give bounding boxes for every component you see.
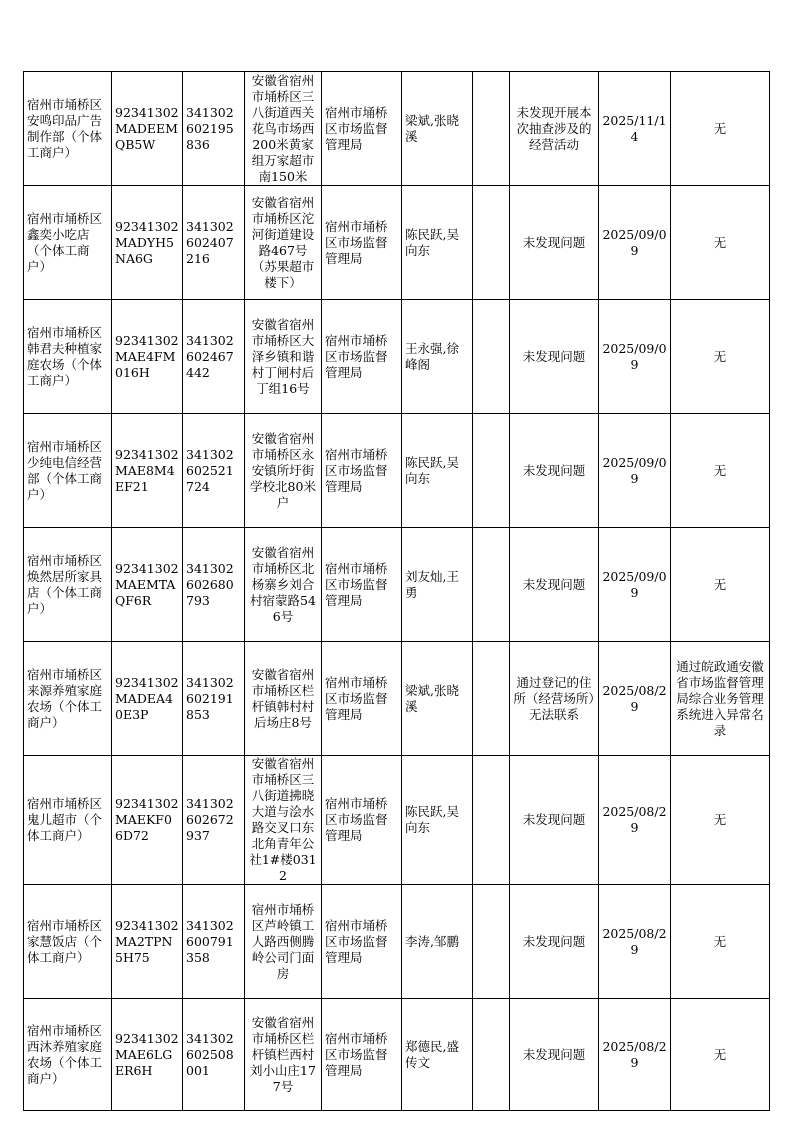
registration-number-cell: 341302600791358 xyxy=(183,885,245,999)
empty-cell xyxy=(473,885,510,999)
remark-cell: 无 xyxy=(671,756,770,885)
table-row xyxy=(24,885,770,999)
registration-number-cell: 341302602508001 xyxy=(183,999,245,1111)
table-row xyxy=(24,999,770,1111)
inspection-result-cell: 未发现问题 xyxy=(510,528,599,642)
inspectors-cell: 陈民跃,吴向东 xyxy=(402,756,473,885)
company-name-cell: 宿州市埇桥区西沐养殖家庭农场（个体工商户） xyxy=(24,999,112,1111)
registration-number-cell: 341302602195836 xyxy=(183,72,245,186)
credit-code-cell: 92341302MA2TPN5H75 xyxy=(112,885,183,999)
empty-cell xyxy=(473,642,510,756)
company-name-cell: 宿州市埇桥区安鸣印品广告制作部（个体工商户） xyxy=(24,72,112,186)
empty-cell xyxy=(473,528,510,642)
empty-cell xyxy=(473,72,510,186)
address-cell: 安徽省宿州市埇桥区三八街道拂晓大道与浍水路交叉口东北角青年公社1#楼0312 xyxy=(245,756,322,885)
address-cell: 宿州市埇桥区芦岭镇工人路西侧腾岭公司门面房 xyxy=(245,885,322,999)
inspection-results-table xyxy=(23,71,770,1111)
inspectors-cell: 梁斌,张晓溪 xyxy=(402,642,473,756)
authority-cell: 宿州市埇桥区市场监督管理局 xyxy=(322,72,402,186)
address-cell: 安徽省宿州市埇桥区沱河街道建设路467号（苏果超市楼下） xyxy=(245,186,322,300)
address-cell: 安徽省宿州市埇桥区栏杆镇栏西村刘小山庄177号 xyxy=(245,999,322,1111)
inspectors-cell: 王永强,徐峰阁 xyxy=(402,300,473,414)
inspection-date-cell: 2025/11/14 xyxy=(599,72,671,186)
authority-cell: 宿州市埇桥区市场监督管理局 xyxy=(322,528,402,642)
registration-number-cell: 341302602407216 xyxy=(183,186,245,300)
authority-cell: 宿州市埇桥区市场监督管理局 xyxy=(322,186,402,300)
table-row xyxy=(24,528,770,642)
inspectors-cell: 梁斌,张晓溪 xyxy=(402,72,473,186)
inspection-date-cell: 2025/08/29 xyxy=(599,756,671,885)
inspection-date-cell: 2025/09/09 xyxy=(599,414,671,528)
inspection-date-cell: 2025/08/29 xyxy=(599,999,671,1111)
table-row xyxy=(24,72,770,186)
table-row xyxy=(24,186,770,300)
credit-code-cell: 92341302MADEA40E3P xyxy=(112,642,183,756)
company-name-cell: 宿州市埇桥区家慧饭店（个体工商户） xyxy=(24,885,112,999)
table-body xyxy=(24,72,770,1111)
inspectors-cell: 郑德民,盛传文 xyxy=(402,999,473,1111)
remark-cell: 无 xyxy=(671,999,770,1111)
empty-cell xyxy=(473,414,510,528)
table-row xyxy=(24,756,770,885)
address-cell: 安徽省宿州市埇桥区三八街道西关花鸟市场西200米黄家组万家超市南150米 xyxy=(245,72,322,186)
registration-number-cell: 341302602521724 xyxy=(183,414,245,528)
authority-cell: 宿州市埇桥区市场监督管理局 xyxy=(322,300,402,414)
registration-number-cell: 341302602467442 xyxy=(183,300,245,414)
inspection-result-cell: 未发现问题 xyxy=(510,756,599,885)
inspection-date-cell: 2025/09/09 xyxy=(599,300,671,414)
inspection-date-cell: 2025/09/09 xyxy=(599,186,671,300)
registration-number-cell: 341302602672937 xyxy=(183,756,245,885)
company-name-cell: 宿州市埇桥区韩君夫种植家庭农场（个体工商户） xyxy=(24,300,112,414)
inspection-date-cell: 2025/08/29 xyxy=(599,642,671,756)
remark-cell: 无 xyxy=(671,528,770,642)
authority-cell: 宿州市埇桥区市场监督管理局 xyxy=(322,885,402,999)
remark-cell: 无 xyxy=(671,414,770,528)
remark-cell: 无 xyxy=(671,72,770,186)
empty-cell xyxy=(473,756,510,885)
company-name-cell: 宿州市埇桥区焕然居所家具店（个体工商户） xyxy=(24,528,112,642)
company-name-cell: 宿州市埇桥区少纯电信经营部（个体工商户） xyxy=(24,414,112,528)
remark-cell: 无 xyxy=(671,186,770,300)
company-name-cell: 宿州市埇桥区鑫奕小吃店（个体工商户） xyxy=(24,186,112,300)
address-cell: 安徽省宿州市埇桥区北杨寨乡刘合村宿蒙路546号 xyxy=(245,528,322,642)
inspectors-cell: 李涛,邹鹏 xyxy=(402,885,473,999)
authority-cell: 宿州市埇桥区市场监督管理局 xyxy=(322,756,402,885)
table-row xyxy=(24,642,770,756)
inspection-date-cell: 2025/09/09 xyxy=(599,528,671,642)
authority-cell: 宿州市埇桥区市场监督管理局 xyxy=(322,414,402,528)
inspection-result-cell: 未发现问题 xyxy=(510,414,599,528)
address-cell: 安徽省宿州市埇桥区永安镇所圩街学校北80米户 xyxy=(245,414,322,528)
inspection-result-cell: 未发现问题 xyxy=(510,999,599,1111)
credit-code-cell: 92341302MAE4FM016H xyxy=(112,300,183,414)
table-row xyxy=(24,414,770,528)
empty-cell xyxy=(473,186,510,300)
remark-cell: 无 xyxy=(671,885,770,999)
credit-code-cell: 92341302MAE8M4EF21 xyxy=(112,414,183,528)
table-row xyxy=(24,300,770,414)
registration-number-cell: 341302602680793 xyxy=(183,528,245,642)
inspection-result-cell: 通过登记的住所（经营场所）无法联系 xyxy=(510,642,599,756)
inspection-result-cell: 未发现问题 xyxy=(510,885,599,999)
credit-code-cell: 92341302MAEMTAQF6R xyxy=(112,528,183,642)
remark-cell: 通过皖政通安徽省市场监督管理局综合业务管理系统进入异常名录 xyxy=(671,642,770,756)
credit-code-cell: 92341302MADYH5NA6G xyxy=(112,186,183,300)
inspection-result-cell: 未发现问题 xyxy=(510,300,599,414)
empty-cell xyxy=(473,999,510,1111)
address-cell: 安徽省宿州市埇桥区大泽乡镇和谐村丁闸村后丁组16号 xyxy=(245,300,322,414)
company-name-cell: 宿州市埇桥区鬼儿超市（个体工商户） xyxy=(24,756,112,885)
authority-cell: 宿州市埇桥区市场监督管理局 xyxy=(322,642,402,756)
inspectors-cell: 刘友灿,王勇 xyxy=(402,528,473,642)
inspection-date-cell: 2025/08/29 xyxy=(599,885,671,999)
credit-code-cell: 92341302MAE6LGER6H xyxy=(112,999,183,1111)
inspection-result-cell: 未发现问题 xyxy=(510,186,599,300)
inspectors-cell: 陈民跃,吴向东 xyxy=(402,414,473,528)
registration-number-cell: 341302602191853 xyxy=(183,642,245,756)
authority-cell: 宿州市埇桥区市场监督管理局 xyxy=(322,999,402,1111)
inspectors-cell: 陈民跃,吴向东 xyxy=(402,186,473,300)
credit-code-cell: 92341302MAEKF06D72 xyxy=(112,756,183,885)
empty-cell xyxy=(473,300,510,414)
company-name-cell: 宿州市埇桥区来源养殖家庭农场（个体工商户） xyxy=(24,642,112,756)
address-cell: 安徽省宿州市埇桥区栏杆镇韩村村后场庄8号 xyxy=(245,642,322,756)
credit-code-cell: 92341302MADEEMQB5W xyxy=(112,72,183,186)
inspection-result-cell: 未发现开展本次抽查涉及的经营活动 xyxy=(510,72,599,186)
remark-cell: 无 xyxy=(671,300,770,414)
